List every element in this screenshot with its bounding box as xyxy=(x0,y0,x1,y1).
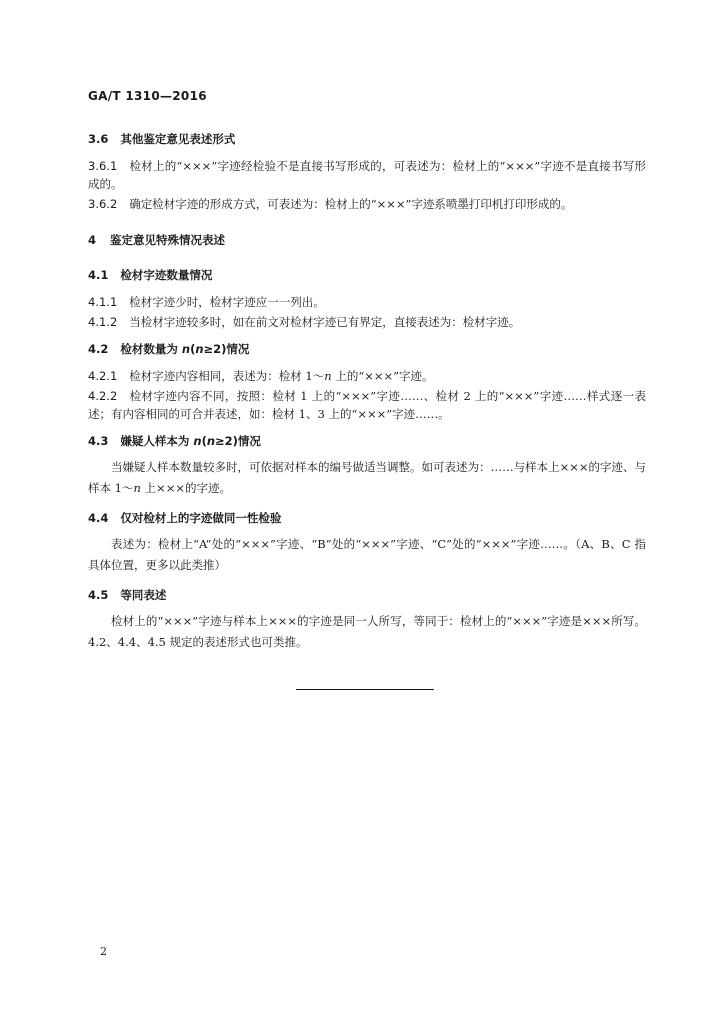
clause-number: 4.1.2 xyxy=(88,315,118,329)
document-body xyxy=(88,130,646,653)
clause-3-6-1 xyxy=(88,157,646,193)
variable-n: n xyxy=(206,434,216,448)
section-heading-4-2 xyxy=(88,340,646,358)
section-title: 鉴定意见特殊情况表述 xyxy=(110,233,226,247)
clause-3-6-2 xyxy=(88,195,646,213)
clause-4-2-2 xyxy=(88,387,646,423)
section-number: 4.1 xyxy=(88,268,109,282)
clause-number: 4.2.2 xyxy=(88,389,118,403)
clause-4-2-1 xyxy=(88,367,646,385)
variable-n: n xyxy=(181,342,191,356)
title-paren: ( xyxy=(190,342,196,356)
variable-n: n xyxy=(193,434,202,448)
clause-number: 4.2.1 xyxy=(88,369,118,383)
section-heading-4-4 xyxy=(88,509,646,527)
clause-4-1-2 xyxy=(88,313,646,331)
section-title: 其他鉴定意见表述形式 xyxy=(120,132,236,146)
paragraph-text-part2: 上×××的字迹。 xyxy=(140,481,231,495)
variable-n: n xyxy=(195,342,204,356)
section-number: 4.3 xyxy=(88,434,109,448)
section-title-prefix: 嫌疑人样本为 xyxy=(120,434,190,448)
paragraph-4-5: 检材上的“×××”字迹与样本上×××的字迹是同一人所写，等同于：检材上的“×××”字迹是×××所写。4.2、4.4、4.5 规定的表述形式也可类推。 xyxy=(88,614,646,649)
title-paren: ( xyxy=(201,434,207,448)
section-heading-4 xyxy=(88,231,646,249)
standard-code: GA/T 1310—2016 xyxy=(88,89,207,103)
clause-text: 检材字迹内容不同，按照：检材 1 上的“×××”字迹……、检材 2 上的“×××”字迹……样式逐一表述；有内容相同的可合并表述，如：检材 1、3 上的“×××”字迹……。 xyxy=(88,389,646,421)
section-title-prefix: 检材数量为 xyxy=(120,342,178,356)
section-title-suffix: ≥2)情况 xyxy=(203,342,250,356)
variable-n: n xyxy=(133,481,141,495)
section-number: 4.4 xyxy=(88,511,109,525)
section-number: 4.5 xyxy=(88,588,109,602)
section-title-suffix: ≥2)情况 xyxy=(215,434,261,448)
clause-4-1-1 xyxy=(88,293,646,311)
paragraph-4-4: 表述为：检材上“A”处的“×××”字迹、“B”处的“×××”字迹、“C”处的“×××”字迹……。（A、B、C 指具体位置，更多以此类推） xyxy=(88,537,646,572)
section-heading-3-6 xyxy=(88,130,646,148)
section-heading-4-1 xyxy=(88,266,646,284)
section-title: 仅对检材上的字迹做同一性检验 xyxy=(120,511,282,525)
clause-text: 当检材字迹较多时，如在前文对检材字迹已有界定，直接表述为：检材字迹。 xyxy=(129,315,521,329)
clause-text: 检材上的“×××”字迹经检验不是直接书写形成的，可表述为：检材上的“×××”字迹不是直接书写形成的。 xyxy=(88,159,646,191)
clause-number: 3.6.1 xyxy=(88,159,118,173)
section-number: 3.6 xyxy=(88,132,109,146)
section-heading-4-5 xyxy=(88,586,646,604)
page-number: 2 xyxy=(100,945,107,958)
paragraph-text-part1: 当嫌疑人样本数量较多时，可依据对样本的编号做适当调整。如可表述为：……与样本上×××的字迹、与样本 1～ xyxy=(88,460,646,495)
section-title: 等同表述 xyxy=(120,588,167,602)
variable-n: n xyxy=(324,369,332,383)
paragraph-4-3 xyxy=(88,457,646,499)
section-number: 4 xyxy=(88,233,97,247)
clause-number: 3.6.2 xyxy=(88,197,118,211)
end-rule xyxy=(296,689,434,690)
section-number: 4.2 xyxy=(88,342,109,356)
section-heading-4-3 xyxy=(88,432,646,450)
clause-number: 4.1.1 xyxy=(88,295,118,309)
clause-text-part1: 检材字迹内容相同，表述为：检材 1～ xyxy=(129,369,325,383)
clause-text-part2: 上的“×××”字迹。 xyxy=(331,369,434,383)
section-title: 检材字迹数量情况 xyxy=(120,268,213,282)
clause-text: 检材字迹少时，检材字迹应一一列出。 xyxy=(129,295,325,309)
clause-text: 确定检材字迹的形成方式，可表述为：检材上的“×××”字迹系喷墨打印机打印形成的。 xyxy=(129,197,573,211)
